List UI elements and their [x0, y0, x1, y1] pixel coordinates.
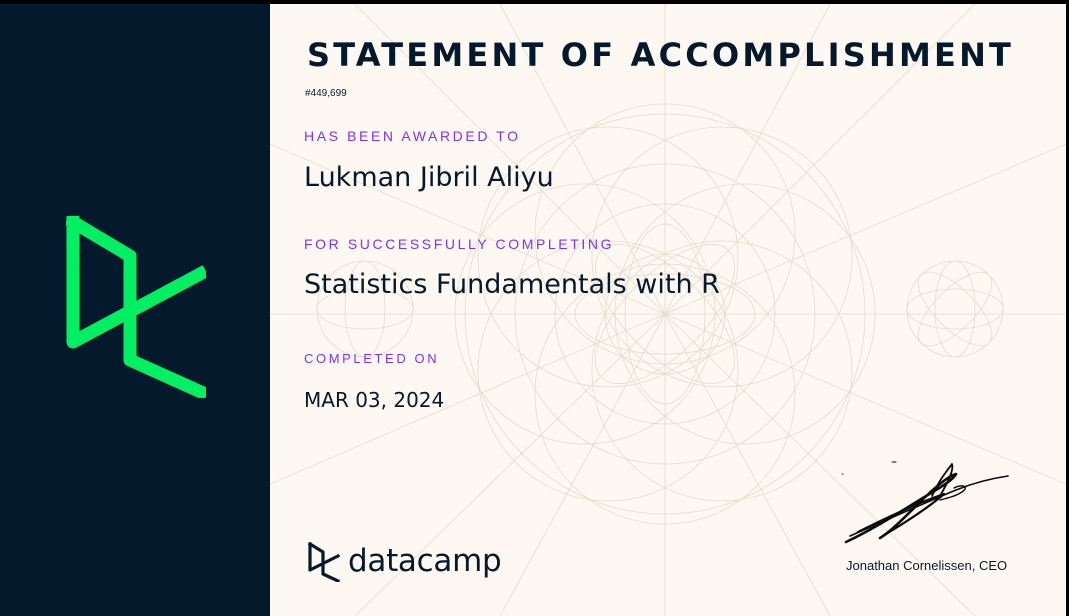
certificate-title: STATEMENT OF ACCOMPLISHMENT — [307, 36, 1015, 74]
brand-wordmark: datacamp — [348, 543, 502, 579]
completion-date: MAR 03, 2024 — [304, 388, 445, 412]
recipient-name: Lukman Jibril Aliyu — [304, 162, 554, 193]
datacamp-logo-icon — [308, 542, 340, 582]
certificate-number: #449,699 — [305, 88, 347, 99]
certificate-panel — [270, 4, 1066, 616]
signer-name: Jonathan Cornelissen, CEO — [846, 558, 1008, 573]
completed-label: COMPLETED ON — [304, 351, 440, 366]
completing-label: FOR SUCCESSFULLY COMPLETING — [304, 236, 615, 252]
sidebar — [0, 4, 270, 616]
course-name: Statistics Fundamentals with R — [304, 269, 720, 300]
datacamp-logo-icon — [66, 216, 206, 398]
awarded-label: HAS BEEN AWARDED TO — [304, 128, 521, 144]
signature-icon — [836, 456, 1016, 548]
